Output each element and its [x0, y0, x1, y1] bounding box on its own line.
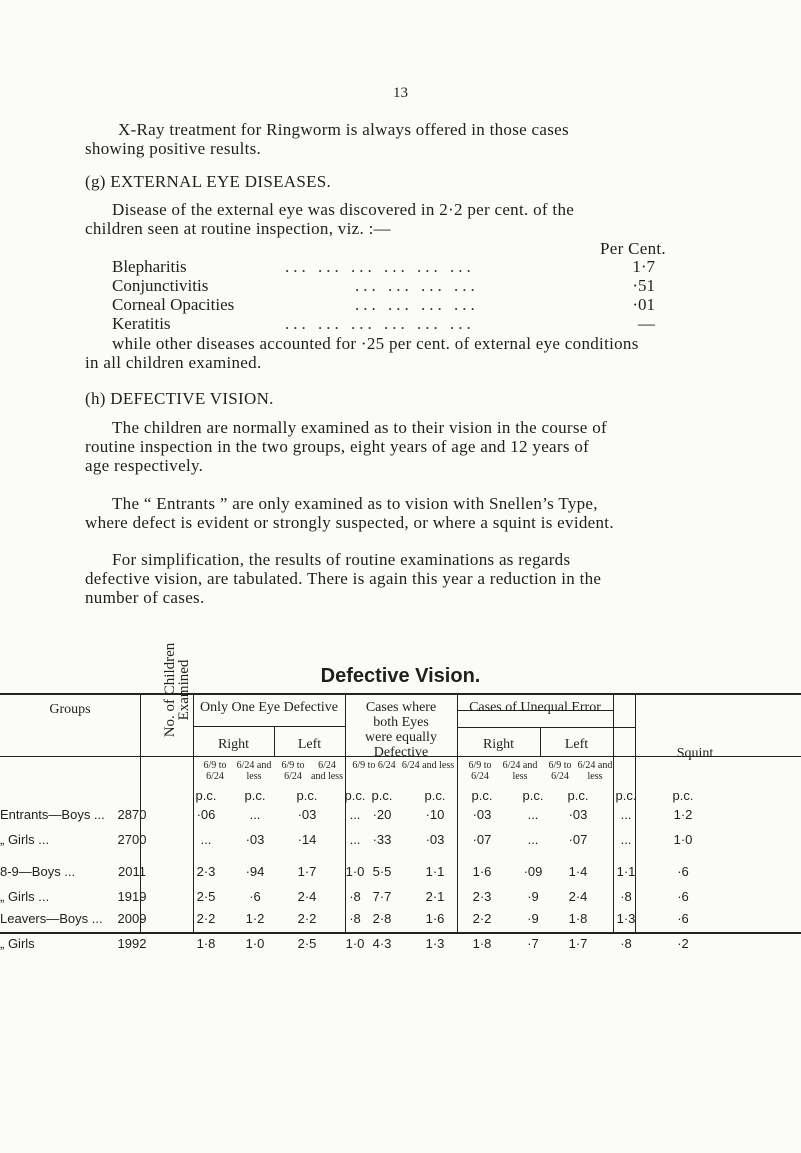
fraction-label: 6/9 to 6/24 — [352, 760, 396, 771]
cell: ·8 — [620, 936, 632, 951]
section-h-p1-line3: age respectively. — [85, 456, 204, 475]
cell: 2·4 — [568, 889, 588, 904]
row-label: „ Girls ... — [0, 832, 50, 847]
cell: 1·8 — [196, 936, 216, 951]
cell: 1·7 — [568, 936, 588, 951]
cell: ... — [527, 832, 539, 847]
cell: ... — [349, 807, 361, 822]
cell: 1·2 — [245, 911, 265, 926]
row-label: Entrants—Boys ... — [0, 807, 105, 822]
cell: ... — [349, 832, 361, 847]
cell: 1·3 — [616, 911, 636, 926]
cell: ... — [249, 807, 261, 822]
disease-label: Blepharitis — [112, 257, 187, 276]
cell: ... — [200, 832, 212, 847]
cell: ·94 — [245, 864, 265, 879]
unit-label: p.c. — [615, 788, 637, 803]
cell: ·03 — [472, 807, 492, 822]
cell: 1·8 — [568, 911, 588, 926]
cell: ·6 — [677, 889, 689, 904]
section-h-p2-line2: where defect is evident or strongly suspected, or where a squint is evident. — [85, 513, 614, 532]
cell-examined: 1992 — [117, 936, 147, 951]
unit-label: p.c. — [567, 788, 589, 803]
unit-label: p.c. — [672, 788, 694, 803]
cell: 4·3 — [372, 936, 392, 951]
cell: 1·8 — [472, 936, 492, 951]
unit-label: p.c. — [244, 788, 266, 803]
cell: ·20 — [372, 807, 392, 822]
cell: ·03 — [425, 832, 445, 847]
cell: ·07 — [568, 832, 588, 847]
disease-label: Keratitis — [112, 314, 171, 333]
unit-label: p.c. — [371, 788, 393, 803]
cell: ·33 — [372, 832, 392, 847]
ringworm-paragraph-line2: showing positive results. — [85, 139, 262, 158]
column-header-unequal: Cases of Unequal Error — [469, 700, 601, 715]
fraction-label: 6/24 and less — [311, 760, 343, 782]
disease-value: ·51 — [632, 276, 655, 295]
cell: 2·5 — [297, 936, 317, 951]
unit-label: p.c. — [522, 788, 544, 803]
cell: ... — [620, 807, 632, 822]
cell: ·9 — [527, 889, 539, 904]
section-h-p3-line2: defective vision, are tabulated. There is again this year a reduction in the — [85, 569, 602, 588]
table-title: Defective Vision. — [320, 665, 481, 687]
cell: 1·6 — [472, 864, 492, 879]
unit-label: p.c. — [424, 788, 446, 803]
cell: ·8 — [620, 889, 632, 904]
cell-examined: 2870 — [117, 807, 147, 822]
cell: 1·6 — [425, 911, 445, 926]
unit-label: p.c. — [296, 788, 318, 803]
fraction-label: 6/9 to 6/24 — [548, 760, 572, 782]
cell: ... — [620, 832, 632, 847]
cell: ·03 — [568, 807, 588, 822]
column-header-unequal-left: Left — [564, 737, 589, 752]
cell: 2·3 — [196, 864, 216, 879]
column-header-unequal-right: Right — [482, 737, 515, 752]
fraction-label: 6/9 to 6/24 — [281, 760, 305, 782]
column-header-squint: Squint — [676, 746, 714, 761]
ringworm-paragraph-line1: X-Ray treatment for Ringworm is always offered in those cases — [118, 120, 569, 139]
section-h-p3-line3: number of cases. — [85, 588, 205, 607]
cell: ·7 — [527, 936, 539, 951]
cell: ·8 — [349, 889, 361, 904]
section-g-intro-line2: children seen at routine inspection, viz. :— — [85, 219, 391, 238]
cell: ·10 — [425, 807, 445, 822]
cell: ·6 — [249, 889, 261, 904]
cell-examined: 2009 — [117, 911, 147, 926]
cell: 1·1 — [616, 864, 636, 879]
cell-examined: 2011 — [118, 864, 146, 879]
section-g-intro-line1: Disease of the external eye was discovered in 2·2 per cent. of the — [112, 200, 575, 219]
cell: 5·5 — [372, 864, 392, 879]
row-label: 8-9—Boys ... — [0, 864, 76, 879]
cell: ·09 — [523, 864, 543, 879]
cell: 1·0 — [673, 832, 693, 847]
cell: 2·8 — [372, 911, 392, 926]
unit-label: p.c. — [344, 788, 366, 803]
cell: 1·4 — [568, 864, 588, 879]
fraction-label: 6/24 and less — [577, 760, 613, 782]
column-header-groups: Groups — [49, 702, 91, 717]
page-number: 13 — [393, 85, 408, 101]
section-h-heading: (h) DEFECTIVE VISION. — [85, 389, 274, 408]
cell-examined: 2700 — [117, 832, 147, 847]
cell: ·2 — [677, 936, 689, 951]
cell: 1·0 — [345, 864, 365, 879]
cell-examined: 1919 — [117, 889, 147, 904]
cell: 1·1 — [425, 864, 445, 879]
section-g-closing-line2: in all children examined. — [85, 353, 262, 372]
cell: ·03 — [297, 807, 317, 822]
cell: ·8 — [349, 911, 361, 926]
column-header-left: Left — [297, 737, 322, 752]
cell: ·9 — [527, 911, 539, 926]
per-cent-header: Per Cent. — [600, 239, 666, 258]
disease-label: Corneal Opacities — [112, 295, 235, 314]
column-header-both-eyes: Cases where both Eyes were equally Defective — [365, 700, 437, 760]
section-g-closing-line1: while other diseases accounted for ·25 per cent. of external eye conditions — [112, 334, 639, 353]
disease-value: 1·7 — [632, 257, 655, 276]
unit-label: p.c. — [195, 788, 217, 803]
fraction-label: 6/9 to 6/24 — [203, 760, 227, 782]
unit-label: p.c. — [471, 788, 493, 803]
cell: 2·1 — [425, 889, 445, 904]
column-header-one-eye: Only One Eye Defective — [200, 700, 338, 715]
cell: 1·0 — [245, 936, 265, 951]
fraction-label: 6/9 to 6/24 — [468, 760, 492, 782]
row-label: „ Girls ... — [0, 889, 50, 904]
fraction-label: 6/24 and less — [401, 760, 455, 771]
cell: 1·3 — [425, 936, 445, 951]
cell: 2·4 — [297, 889, 317, 904]
section-g-heading: (g) EXTERNAL EYE DISEASES. — [85, 172, 332, 191]
disease-label: Conjunctivitis — [112, 276, 209, 295]
section-h-p2-line1: The “ Entrants ” are only examined as to vision with Snellen’s Type, — [112, 494, 598, 513]
section-h-p1-line1: The children are normally examined as to their vision in the course of — [112, 418, 607, 437]
cell: ·03 — [245, 832, 265, 847]
cell: ·07 — [472, 832, 492, 847]
cell: 2·5 — [196, 889, 216, 904]
cell: ... — [527, 807, 539, 822]
cell: 2·3 — [472, 889, 492, 904]
fraction-label: 6/24 and less — [236, 760, 272, 782]
cell: ·06 — [196, 807, 216, 822]
cell: ·14 — [297, 832, 317, 847]
row-label: „ Girls — [0, 936, 35, 951]
cell: 1·7 — [297, 864, 317, 879]
cell: 1·2 — [673, 807, 693, 822]
cell: 2·2 — [196, 911, 216, 926]
fraction-label: 6/24 and less — [502, 760, 538, 782]
cell: 1·0 — [345, 936, 365, 951]
disease-value: — — [638, 314, 655, 333]
disease-value: ·01 — [632, 295, 655, 314]
cell: ·6 — [677, 864, 689, 879]
cell: ·6 — [677, 911, 689, 926]
column-header-examined: No. of Children Examined — [162, 642, 192, 738]
cell: 2·2 — [297, 911, 317, 926]
column-header-right: Right — [217, 737, 250, 752]
section-h-p1-line2: routine inspection in the two groups, eight years of age and 12 years of — [85, 437, 590, 456]
cell: 2·2 — [472, 911, 492, 926]
document-page: 13 X-Ray treatment for Ringworm is always offered in those cases showing positive results. (g) EXTERNAL EYE DISEASES. Disease of the external eye was discovered in 2·2 per cent. of the children seen at routine inspection, viz. :— Per Cent. Blepharitis ... ... ... ... ... ... 1·7 Conjunctivitis ... ... ... ... ·51 Corneal Opacities ... ... ... ... ·01 Keratitis ... ... ... ... ... ... — while other diseases accounted for ·25 per cent. of external eye conditions in all children examined. (h) DEFECTIVE VISION. The children are normally examined as to their vision in the course of routine inspection in the two groups, eight years of age and 12 years of age respectively. The “ Entrants ” are only examined as to vision with Snellen’s Type, where defect is evident or strongly suspected, or where a squint is evident. For simplification, the results of routine examinations as regards defective vision, are tabulated. There is again this year a reduction in the number of cases. Defective Vision. Groups No. of Children Examined Only One Eye Defective Right Left Cases where both Eyes were equally Defective Cases of Unequal Error Right Left Squint 6/9 to 6/24 6/24 and less 6/9 to 6/24 6/24 and less 6/9 to 6/24 6/24 and less 6/9 to 6/24 6/24 and less 6/9 to 6/24 6/24 and less p.c. p.c. p.c. p.c. p.c. p.c. p.c. p.c. p.c. p.c. p.c. Entrants—Boys ... 2870 ·06 ... ·03 ... ·20 ·10 ·03 ... ·03 ... 1·2 „ Girls ... 2700 ... ·03 ·14 ... ·33 ·03 ·07 ... ·07 ... 1·0 8-9—Boys ... 2011 2·3 ·94 1·7 1·0 5·5 1·1 1·6 ·09 1·4 1·1 ·6 „ Girls ... 1919 2·5 ·6 2·4 ·8 7·7 2·1 2·3 ·9 2·4 ·8 ·6 Leavers—Boys ... 2009 2·2 1·2 2·2 ·8 2·8 1·6 2·2 ·9 1·8 1·3 ·6 „ Girls 1992 1·8 1·0 2·5 1·0 4·3 1·3 1·8 ·7 1·7 ·8 ·2 — [0, 0, 801, 1153]
cell: 7·7 — [372, 889, 392, 904]
section-h-p3-line1: For simplification, the results of routine examinations as regards — [112, 550, 571, 569]
row-label: Leavers—Boys ... — [0, 911, 103, 926]
